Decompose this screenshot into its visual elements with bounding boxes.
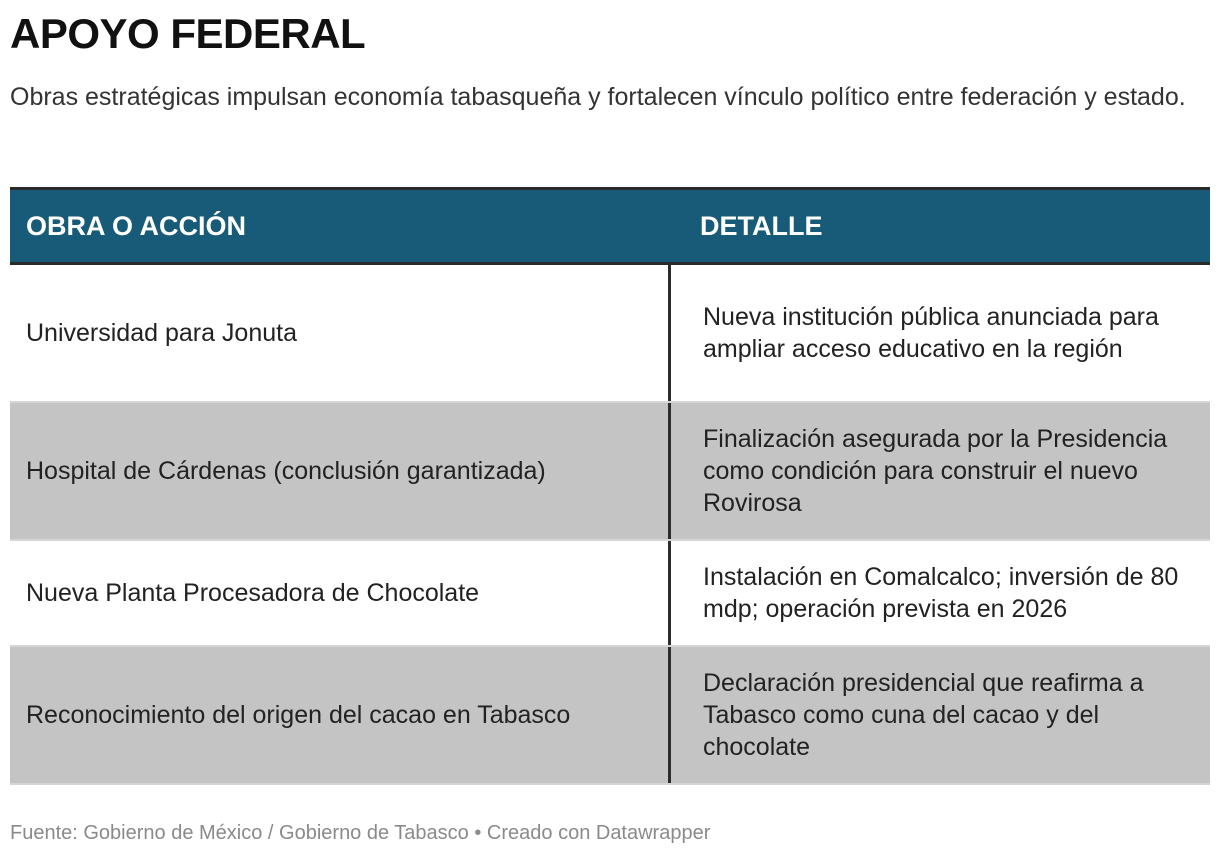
table-row <box>10 647 1210 785</box>
cell-obra: Nueva Planta Procesadora de Chocolate <box>26 578 480 607</box>
cell-obra: Universidad para Jonuta <box>26 318 297 347</box>
chart-title: APOYO FEDERAL <box>10 10 366 57</box>
cell-obra: Hospital de Cárdenas (conclusión garantizada) <box>26 456 546 485</box>
cell-detalle: Finalización asegurada por la Presidencia como condición para construir el nuevo Rovirosa <box>668 403 1210 539</box>
cell-detalle: Instalación en Comalcalco; inversión de 80 mdp; operación prevista en 2026 <box>668 541 1210 645</box>
cell-obra: Reconocimiento del origen del cacao en Tabasco <box>26 700 571 729</box>
table-header <box>10 190 1210 265</box>
table-row <box>10 403 1210 541</box>
column-header-detalle: DETALLE <box>700 210 823 241</box>
cell-detalle: Declaración presidencial que reafirma a Tabasco como cuna del cacao y del chocolate <box>668 647 1210 783</box>
source-footer: Fuente: Gobierno de México / Gobierno de Tabasco • Creado con Datawrapper <box>10 822 711 844</box>
table-row <box>10 541 1210 647</box>
cell-detalle: Nueva institución pública anunciada para ampliar acceso educativo en la región <box>668 265 1210 401</box>
table-row <box>10 265 1210 403</box>
column-header-obra: OBRA O ACCIÓN <box>26 210 246 241</box>
chart-subtitle: Obras estratégicas impulsan economía tabasqueña y fortalecen vínculo político entre federación y estado. <box>10 83 1186 111</box>
data-table <box>10 187 1210 785</box>
